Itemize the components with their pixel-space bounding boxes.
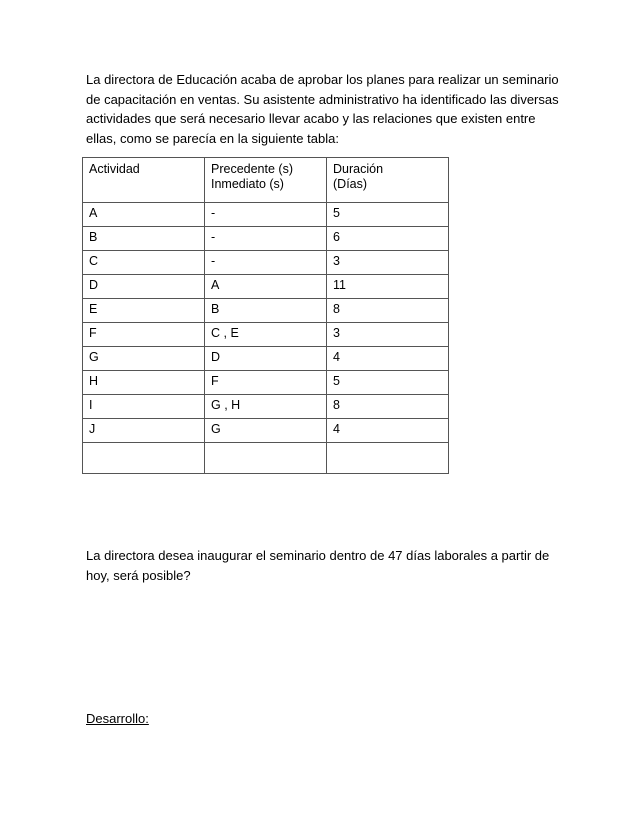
intro-line: ellas, como se parecía en la siguiente tabla:	[86, 130, 339, 146]
table-header-row	[83, 158, 449, 203]
cell-precedente: C , E	[205, 323, 327, 347]
cell-precedente: A	[205, 275, 327, 299]
cell-duracion: 6	[327, 227, 449, 251]
cell-duracion: 8	[327, 395, 449, 419]
question-paragraph	[86, 546, 556, 585]
intro-line: La directora de Educación acaba de aprobar los planes para realizar un seminario	[86, 72, 559, 87]
cell-actividad: B	[83, 227, 205, 251]
question-line: hoy, será posible?	[86, 567, 191, 583]
table-row	[83, 203, 449, 227]
cell-duracion: 4	[327, 419, 449, 443]
cell-duracion: 3	[327, 323, 449, 347]
cell-precedente: D	[205, 347, 327, 371]
cell-precedente: -	[205, 251, 327, 275]
table-row	[83, 395, 449, 419]
cell-precedente: G	[205, 419, 327, 443]
cell-actividad: F	[83, 323, 205, 347]
cell-actividad: A	[83, 203, 205, 227]
header-actividad: Actividad	[83, 158, 205, 203]
activities-table	[82, 157, 449, 474]
intro-paragraph	[86, 70, 559, 148]
cell-precedente: F	[205, 371, 327, 395]
cell-actividad: E	[83, 299, 205, 323]
cell-duracion: 5	[327, 371, 449, 395]
cell-actividad: I	[83, 395, 205, 419]
cell-precedente: G , H	[205, 395, 327, 419]
cell-actividad: J	[83, 419, 205, 443]
cell-actividad: H	[83, 371, 205, 395]
cell-duracion: 11	[327, 275, 449, 299]
table-row	[83, 323, 449, 347]
cell-duracion: 4	[327, 347, 449, 371]
intro-line: de capacitación en ventas. Su asistente administrativo ha identificado las diversas	[86, 91, 559, 107]
cell-empty	[327, 443, 449, 474]
header-precedente: Precedente (s) Inmediato (s)	[205, 158, 327, 203]
cell-duracion: 3	[327, 251, 449, 275]
desarrollo-heading: Desarrollo:	[86, 711, 149, 726]
header-duracion: Duración (Días)	[327, 158, 449, 203]
cell-empty	[83, 443, 205, 474]
table-row	[83, 371, 449, 395]
cell-actividad: G	[83, 347, 205, 371]
cell-duracion: 5	[327, 203, 449, 227]
table-row	[83, 251, 449, 275]
table-row	[83, 347, 449, 371]
cell-precedente: -	[205, 203, 327, 227]
question-line: La directora desea inaugurar el seminario dentro de 47 días laborales a partir de	[86, 548, 550, 563]
cell-actividad: D	[83, 275, 205, 299]
table-row	[83, 299, 449, 323]
table-row	[83, 275, 449, 299]
table-row	[83, 419, 449, 443]
cell-duracion: 8	[327, 299, 449, 323]
cell-precedente: -	[205, 227, 327, 251]
table-empty-row	[83, 443, 449, 474]
cell-empty	[205, 443, 327, 474]
table-row	[83, 227, 449, 251]
cell-actividad: C	[83, 251, 205, 275]
intro-line: actividades que será necesario llevar acabo y las relaciones que existen entre	[86, 111, 536, 126]
cell-precedente: B	[205, 299, 327, 323]
